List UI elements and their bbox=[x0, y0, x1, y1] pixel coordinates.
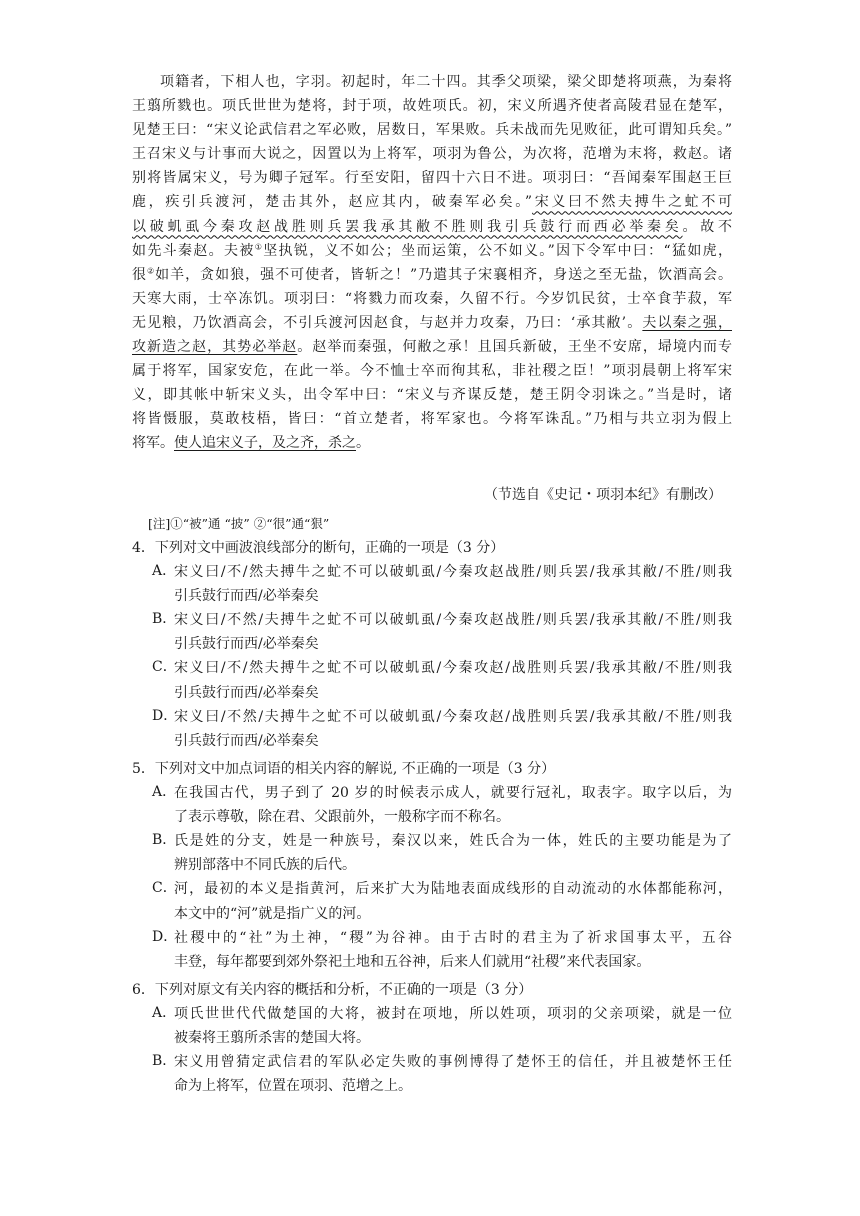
option-text: 宋义曰/不/然夫搏牛之虻不可以破虮虱/今秦攻赵战胜/则兵罢/我承其敝/不胜/则我 bbox=[174, 564, 732, 581]
passage-line: 项籍者，下相人也，字羽。初起时，年二十四。其季父项梁，梁父即楚将项燕，为秦将 bbox=[160, 74, 732, 90]
passage-text: 。故不 bbox=[682, 218, 732, 235]
option-a bbox=[132, 560, 732, 608]
option-text: 宋义曰/不然/夫搏牛之虻不可以破虮虱/今秦攻赵/战胜则兵罢/我承其敝/不胜/则我 bbox=[174, 708, 732, 725]
option-label: B． bbox=[152, 832, 177, 849]
passage-text: 将军。 bbox=[132, 435, 174, 452]
passage-line bbox=[132, 431, 732, 455]
option-b bbox=[132, 608, 732, 656]
passage-line: 义，即其帐中斩宋义头，出令军中曰：“宋义与齐谋反楚，楚王阴令羽诛之。”当是时，诸 bbox=[132, 387, 732, 404]
passage-line: 见楚王曰：“宋义论武信君之军必败，居数日，军果败。兵未战而先见败征，此可谓知兵矣。” bbox=[132, 122, 732, 139]
passage-text: 鹿，疾引兵渡河，楚击其外，赵应其内，破秦军必矣。” bbox=[132, 194, 533, 211]
option-text: 引兵鼓行而西/必举秦矣 bbox=[174, 636, 319, 653]
source-citation: （节选自《史记・项羽本纪》有删改） bbox=[484, 487, 722, 503]
option-a bbox=[132, 781, 732, 829]
passage-text: 如先斗秦赵。夫被 bbox=[132, 242, 255, 259]
option-text: 被秦将王翦所杀害的楚国大将。 bbox=[174, 1030, 370, 1047]
option-text: 河，最初的本义是指黄河，后来扩大为陆地表面成线形的自动流动的水体都能称河， bbox=[174, 881, 732, 898]
option-text: 了表示尊敬，除在君、父跟前外，一般称字而不称名。 bbox=[174, 809, 510, 826]
option-c bbox=[132, 877, 732, 925]
option-label: A． bbox=[152, 1005, 177, 1022]
passage-text: 。赵举而秦强，何敝之承！且国兵新破，王坐不安席，埽境内而专 bbox=[297, 339, 733, 356]
passage-line: 王召宋义与计事而大说之，因置以为上将军，项羽为鲁公，为次将，范增为末将，救赵。诸 bbox=[132, 146, 732, 163]
option-label: D． bbox=[152, 928, 178, 945]
option-label: C． bbox=[152, 659, 177, 676]
option-a bbox=[132, 1002, 732, 1050]
option-d bbox=[132, 705, 732, 753]
option-text: 命为上将军，位置在项羽、范增之上。 bbox=[174, 1078, 412, 1095]
option-text: 引兵鼓行而西/必举秦矣 bbox=[174, 684, 319, 701]
option-label: D． bbox=[152, 707, 178, 724]
question-6 bbox=[132, 978, 732, 1098]
question-stem: 6．下列对原文有关内容的概括和分析，不正确的一项是（3 分） bbox=[132, 982, 533, 998]
wavy-underlined-text: 宋义曰不然夫搏牛之虻不可 bbox=[532, 194, 733, 211]
footnote-marker: ② bbox=[147, 266, 156, 276]
underlined-text: 攻新造之赵，其势必举赵 bbox=[132, 339, 298, 356]
option-text: 丰登，每年都要到郊外祭祀土地和五谷神，后来人们就用“社稷”来代表国家。 bbox=[174, 953, 651, 970]
option-text: 项氏世世代代做楚国的大将，被封在项地，所以姓项，项羽的父亲项梁，就是一位 bbox=[174, 1006, 732, 1023]
passage-line: 别将皆属宋义，号为卿子冠军。行至安阳，留四十六日不进。项羽曰：“吾闻秦军围赵王巨 bbox=[132, 170, 732, 187]
passage-line bbox=[132, 263, 732, 287]
option-text: 宋义曰/不/然夫搏牛之虻不可以破虮虱/今秦攻赵/战胜则兵罢/我承其敝/不胜/则我 bbox=[174, 660, 732, 677]
option-label: B． bbox=[152, 1053, 177, 1070]
option-c bbox=[132, 656, 732, 704]
option-text: 在我国古代，男子到了 20 岁的时候表示成人，就要行冠礼，取表字。取字以后，为 bbox=[174, 785, 732, 802]
classical-passage bbox=[132, 70, 732, 456]
passage-text: 无见粮，乃饮酒高会，不引兵渡河因赵食，与赵并力攻秦，乃曰：‘承其敝’。 bbox=[132, 314, 643, 331]
option-text: 社稷中的“社”为土神，“稷”为谷神。由于古时的君主为了祈求国事太平，五谷 bbox=[174, 929, 732, 946]
passage-line: 天寒大雨，士卒冻饥。项羽曰：“将戮力而攻秦，久留不行。今岁饥民贫，士卒食芋菽，军 bbox=[132, 290, 732, 307]
question-5 bbox=[132, 757, 732, 974]
passage-text: 。 bbox=[356, 435, 370, 452]
passage-line bbox=[132, 215, 732, 239]
question-4 bbox=[132, 536, 732, 753]
passage-line: 属于将军，国家安危，在此一举。今不恤士卒而徇其私，非社稷之臣！”项羽晨朝上将军宋 bbox=[132, 363, 732, 380]
passage-line bbox=[132, 335, 732, 359]
option-text: 引兵鼓行而西/必举秦矣 bbox=[174, 732, 319, 749]
option-label: B． bbox=[152, 611, 177, 628]
passage-line bbox=[132, 190, 732, 214]
passage-text: 很 bbox=[132, 266, 147, 283]
underlined-text: 夫以秦之强， bbox=[642, 314, 732, 331]
option-d bbox=[132, 926, 732, 974]
footnote: [注]①“被”通 “披” ②“很”通“狠” bbox=[148, 516, 330, 531]
footnote-marker: ① bbox=[254, 242, 264, 251]
passage-line bbox=[132, 239, 732, 263]
passage-line: 将皆慑服，莫敢枝梧，皆曰：“首立楚者，将军家也。今将军诛乱。”乃相与共立羽为假上 bbox=[132, 411, 732, 428]
option-text: 宋义曰/不然/夫搏牛之虻不可以破虮虱/今秦攻赵战胜/则兵罢/我承其敝/不胜/则我 bbox=[174, 612, 732, 629]
option-label: A． bbox=[152, 563, 177, 580]
option-b bbox=[132, 1050, 732, 1098]
option-text: 宋义用曾猜定武信君的军队必定失败的事例博得了楚怀王的信任，并且被楚怀王任 bbox=[174, 1054, 732, 1071]
option-label: C． bbox=[152, 880, 177, 897]
option-text: 引兵鼓行而西/必举秦矣 bbox=[174, 588, 319, 605]
option-text: 本文中的“河”就是指广义的河。 bbox=[174, 905, 371, 922]
option-text: 辨别部落中不同氏族的后代。 bbox=[174, 857, 356, 874]
question-stem: 4．下列对文中画波浪线部分的断句，正确的一项是（3 分） bbox=[132, 540, 505, 556]
passage-line bbox=[132, 311, 732, 335]
passage-text: 坚执锐，义不如公；坐而运策，公不如义。”因下令军中曰：“猛如虎， bbox=[263, 242, 732, 259]
passage-line: 王翦所戮也。项氏世世为楚将，封于项，故姓项氏。初，宋义所遇齐使者高陵君显在楚军， bbox=[132, 98, 732, 115]
option-b bbox=[132, 829, 732, 877]
passage-text: 如羊，贪如狼，强不可使者，皆斩之！”乃遣其子宋襄相齐，身送之至无盐，饮酒高会。 bbox=[155, 266, 733, 283]
option-label: A． bbox=[152, 784, 177, 801]
wavy-underlined-text: 以破虮虱今秦攻赵战胜则兵罢我承其敝不胜则我引兵鼓行而西必举秦矣 bbox=[132, 218, 683, 235]
underlined-text: 使人追宋义子，及之齐，杀之 bbox=[174, 435, 356, 452]
option-text: 氏是姓的分支，姓是一种族号，秦汉以来，姓氏合为一体，姓氏的主要功能是为了 bbox=[174, 833, 732, 850]
question-stem: 5．下列对文中加点词语的相关内容的解说, 不正确的一项是（3 分） bbox=[132, 761, 556, 777]
